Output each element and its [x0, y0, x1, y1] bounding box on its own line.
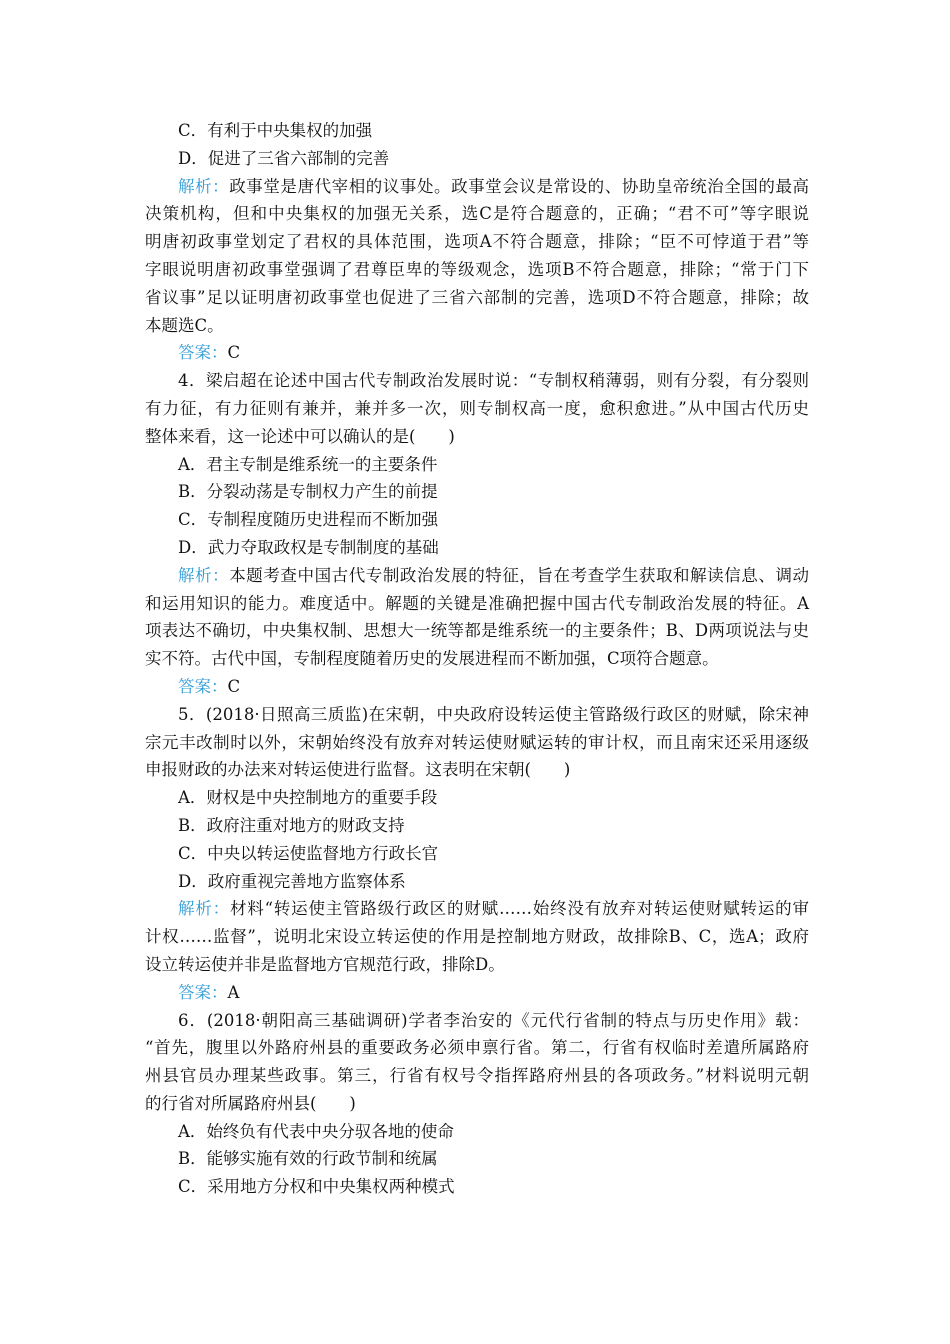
explanation-line — [145, 173, 809, 201]
explanation-line — [145, 895, 809, 923]
question-line: 申报财政的办法来对转运使进行监督。这表明在宋朝( ) — [145, 760, 571, 780]
explanation-tag: 解析： — [178, 176, 230, 196]
question-line: 5．(2018·日照高三质监)在宋朝，中央政府设转运使主管路级行政区的财赋，除宋神 — [178, 704, 809, 724]
explanation-text: 项表达不确切，中央集权制、思想大一统等都是维系统一的主要条件；B、D两项说法与史 — [145, 621, 809, 641]
answer-tag: 答案： — [178, 343, 228, 363]
answer-line — [145, 979, 809, 1007]
explanation — [145, 895, 809, 978]
answer-option: C．采用地方分权和中央集权两种模式 — [178, 1177, 455, 1197]
answer-option: A．君主专制是维系统一的主要条件 — [178, 454, 438, 474]
answer-line — [145, 339, 809, 367]
explanation-line — [145, 284, 809, 312]
answer-option: D．武力夺取政权是专制制度的基础 — [178, 537, 439, 557]
explanation-text: 政事堂是唐代宰相的议事处。政事堂会议是常设的、协助皇帝统治全国的最高 — [229, 176, 810, 196]
explanation-text: 省议事”足以证明唐初政事堂也促进了三省六部制的完善，选项D不符合题意，排除；故 — [145, 287, 809, 307]
explanation-text: 字眼说明唐初政事堂强调了君尊臣卑的等级观念，选项B不符合题意，排除；“常于门下 — [145, 259, 809, 279]
answer-option: D．促进了三省六部制的完善 — [178, 148, 390, 168]
answer-option: C．中央以转运使监督地方行政长官 — [178, 843, 439, 863]
answer-option: D．政府重视完善地方监察体系 — [178, 871, 406, 891]
explanation — [145, 173, 809, 340]
question — [145, 701, 809, 784]
answer-tag: 答案： — [178, 676, 228, 696]
answer-option: A．财权是中央控制地方的重要手段 — [178, 788, 438, 808]
explanation-text: 设立转运使并非是监督地方官规范行政，排除D。 — [145, 954, 505, 974]
explanation-text: 材料“转运使主管路级行政区的财赋……始终没有放弃对转运使财赋转运的审 — [229, 899, 810, 919]
explanation-line — [145, 645, 809, 673]
answer-option: B．政府注重对地方的财政支持 — [178, 815, 405, 835]
answer-value: A — [227, 982, 240, 1002]
explanation-line — [145, 562, 809, 590]
explanation-text: 本题考查中国古代专制政治发展的特征，旨在考查学生获取和解读信息、调动 — [229, 565, 810, 585]
explanation-line — [145, 200, 809, 228]
answer-value: C — [227, 343, 241, 363]
explanation-line — [145, 228, 809, 256]
explanation-line — [145, 617, 809, 645]
explanation — [145, 562, 809, 673]
explanation-text: 决策机构，但和中央集权的加强无关系，选C是符合题意的，正确；“君不可”等字眼说 — [145, 204, 809, 224]
question-line: “首先，腹里以外路府州县的重要政务必须申禀行省。第二，行省有权临时差遣所属路府 — [145, 1038, 809, 1058]
explanation-text: 实不符。古代中国，专制程度随着历史的发展进程而不断加强，C项符合题意。 — [145, 649, 719, 669]
question-line: 有力征，有力征则有兼并，兼并多一次，则专制权高一度，愈积愈进。”从中国古代历史 — [145, 398, 809, 418]
answer-option: A．始终负有代表中央分驭各地的使命 — [178, 1121, 454, 1141]
explanation-tag: 解析： — [178, 565, 230, 585]
question — [145, 1007, 809, 1118]
explanation-tag: 解析： — [178, 899, 230, 919]
answer-line — [145, 673, 809, 701]
question-line: 州县官员办理某些政事。第三，行省有权号令指挥路府州县的各项政务。”材料说明元朝 — [145, 1066, 809, 1086]
answer-option: C．有利于中央集权的加强 — [178, 121, 373, 140]
question — [145, 367, 809, 450]
question-line: 6．(2018·朝阳高三基础调研)学者李治安的《元代行省制的特点与历史作用》载： — [178, 1010, 809, 1030]
question-line: 宗元丰改制时以外，宋朝始终没有放弃对转运使财赋运转的审计权，而且南宋还采用逐级 — [145, 732, 809, 752]
question-line: 的行省对所属路府州县( ) — [145, 1093, 356, 1113]
answer-value: C — [227, 676, 241, 696]
answer-option: C．专制程度随历史进程而不断加强 — [178, 510, 439, 530]
explanation-line — [145, 312, 809, 340]
answer-option: B．能够实施有效的行政节制和统属 — [178, 1149, 438, 1169]
answer-option: B．分裂动荡是专制权力产生的前提 — [178, 482, 438, 502]
explanation-text: 和运用知识的能力。难度适中。解题的关键是准确把握中国古代专制政治发展的特征。A — [145, 593, 809, 613]
explanation-line — [145, 951, 809, 979]
explanation-text: 计权……监督”，说明北宋设立转运使的作用是控制地方财政，故排除B、C，选A；政府 — [145, 927, 809, 947]
explanation-text: 本题选C。 — [145, 315, 224, 335]
answer-tag: 答案： — [178, 982, 228, 1002]
document-body — [145, 117, 809, 1201]
explanation-line — [145, 256, 809, 284]
explanation-text: 明唐初政事堂划定了君权的具体范围，选项A不符合题意，排除；“臣不可悖道于君”等 — [145, 232, 809, 252]
question-line: 4．梁启超在论述中国古代专制政治发展时说：“专制权稍薄弱，则有分裂，有分裂则 — [178, 371, 809, 391]
question-line: 整体来看，这一论述中可以确认的是( ) — [145, 426, 455, 446]
explanation-line — [145, 923, 809, 951]
explanation-line — [145, 590, 809, 618]
